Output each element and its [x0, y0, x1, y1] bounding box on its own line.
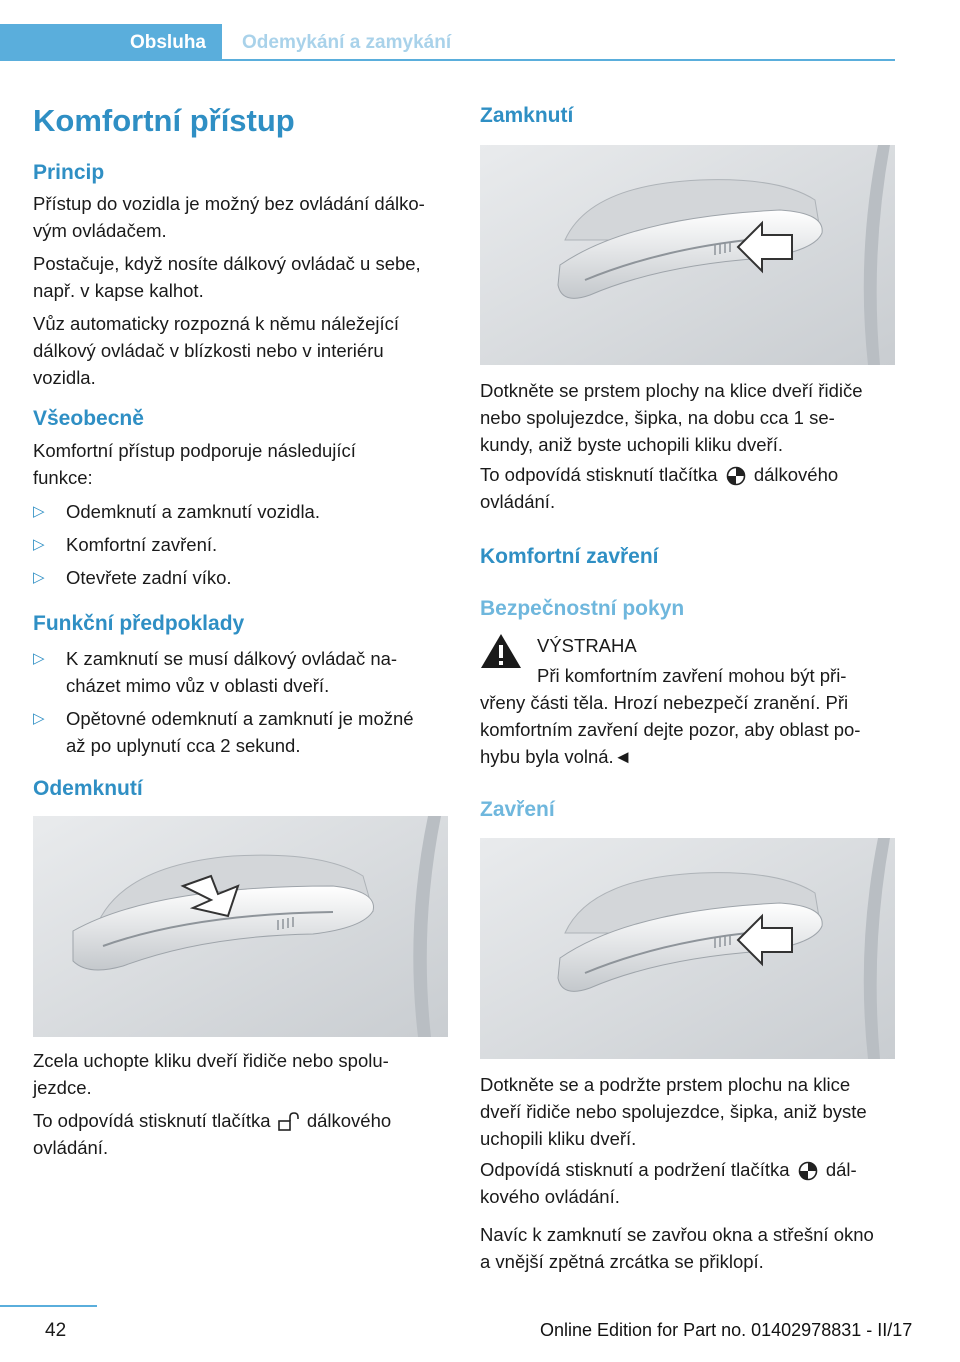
edition-note: Online Edition for Part no. 01402978831 - II/17 [540, 1320, 913, 1340]
unlock-icon [276, 1112, 302, 1132]
text-line: Postačuje, když nosíte dálkový ovládač u sebe, [33, 253, 421, 274]
heading-zamknuti: Zamknutí [480, 104, 574, 127]
heading-zavreni: Zavření [480, 798, 555, 821]
text-line: dveří řidiče nebo spolujezdce, šipka, aniž byste [480, 1101, 867, 1122]
list-item [33, 531, 448, 558]
text-line: vřeny části těla. Hrozí nebezpečí zranění. Při [480, 692, 849, 713]
text-line: funkce: [33, 467, 93, 488]
list-item [33, 564, 448, 591]
text-line: dálkový ovládač v blízkosti nebo v interiéru [33, 340, 384, 361]
footer-rule [0, 1305, 97, 1307]
text-line: Přístup do vozidla je možný bez ovládání dálko- [33, 193, 425, 214]
text-fragment: dálkového [306, 1110, 392, 1131]
triangle-bullet-icon: ▷ [33, 569, 45, 586]
text-line: jezdce. [33, 1077, 92, 1098]
text-line: např. v kapse kalhot. [33, 280, 204, 301]
text-line [480, 1156, 857, 1183]
text-line: vozidla. [33, 367, 96, 388]
heading-predpoklady: Funkční předpoklady [33, 612, 245, 635]
text-line: Vůz automaticky rozpozná k němu náležející [33, 313, 400, 334]
text-line: kového ovládání. [480, 1186, 620, 1207]
heading-bezpecnostni-pokyn: Bezpečnostní pokyn [480, 597, 685, 620]
text-line: Při komfortním zavření mohou být při- [537, 665, 847, 686]
text-line: Dotkněte se prstem plochy na klice dveří řidiče [480, 380, 863, 401]
text-fragment: To odpovídá stisknutí tlačítka [33, 1110, 271, 1131]
text-line: uchopili kliku dveří. [480, 1128, 637, 1149]
bmw-lock-icon [795, 1161, 821, 1181]
text-fragment: dálkového [753, 464, 839, 485]
heading-odemknuti: Odemknutí [33, 777, 143, 800]
section-tab: Obsluha [0, 24, 222, 61]
list-item-text: až po uplynutí cca 2 sekund. [66, 735, 301, 756]
text-line: ovládání. [480, 491, 556, 512]
triangle-bullet-icon: ▷ [33, 536, 45, 553]
heading-vseobecne: Všeobecně [33, 407, 144, 430]
list-item-text: Odemknutí a zamknutí vozidla. [66, 501, 320, 522]
heading-princip: Princip [33, 161, 105, 184]
text-line: Dotkněte se a podržte prstem plochu na klice [480, 1074, 851, 1095]
door-handle-unlock-image [33, 816, 448, 1037]
list-item-text: K zamknutí se musí dálkový ovládač na- [66, 648, 398, 669]
warning-title: VÝSTRAHA [537, 635, 637, 656]
text-line: Komfortní přístup podporuje následující [33, 440, 356, 461]
heading-komfortni-zavreni: Komfortní zavření [480, 545, 659, 568]
text-line [480, 461, 838, 488]
door-handle-close-image [480, 838, 895, 1059]
list-item [33, 645, 448, 699]
warning-icon [480, 632, 522, 675]
bmw-lock-icon [723, 466, 749, 486]
text-line: a vnější zpětná zrcátka se přiklopí. [480, 1251, 764, 1272]
list-item-text: cházet mimo vůz v oblasti dveří. [66, 675, 330, 696]
text-line: komfortním zavření dejte pozor, aby oblast po- [480, 719, 861, 740]
text-line: Zcela uchopte kliku dveří řidiče nebo spolu- [33, 1050, 389, 1071]
triangle-bullet-icon: ▷ [33, 710, 45, 727]
door-handle-lock-image [480, 145, 895, 365]
text-fragment: To odpovídá stisknutí tlačítka [480, 464, 718, 485]
page-number: 42 [45, 1320, 67, 1341]
list-item-text: Otevřete zadní víko. [66, 567, 232, 588]
list-item [33, 498, 448, 525]
text-fragment: dál- [825, 1159, 857, 1180]
text-line: Navíc k zamknutí se zavřou okna a střešní okno [480, 1224, 874, 1245]
text-line: nebo spolujezdce, šipka, na dobu cca 1 se- [480, 407, 835, 428]
list-item-text: Komfortní zavření. [66, 534, 218, 555]
page-title: Komfortní přístup [33, 103, 295, 138]
chapter-tab: Odemykání a zamykání [242, 32, 452, 53]
list-item-text: Opětovné odemknutí a zamknutí je možné [66, 708, 414, 729]
text-line: kundy, aniž byste uchopili kliku dveří. [480, 434, 784, 455]
list-item [33, 705, 448, 759]
text-line [33, 1107, 391, 1134]
text-line: ovládání. [33, 1137, 109, 1158]
triangle-bullet-icon: ▷ [33, 650, 45, 667]
header-rule [0, 59, 895, 61]
text-fragment: Odpovídá stisknutí a podržení tlačítka [480, 1159, 790, 1180]
text-line: vým ovládačem. [33, 220, 167, 241]
text-line: hybu byla volná.◄ [480, 746, 633, 767]
triangle-bullet-icon: ▷ [33, 503, 45, 520]
